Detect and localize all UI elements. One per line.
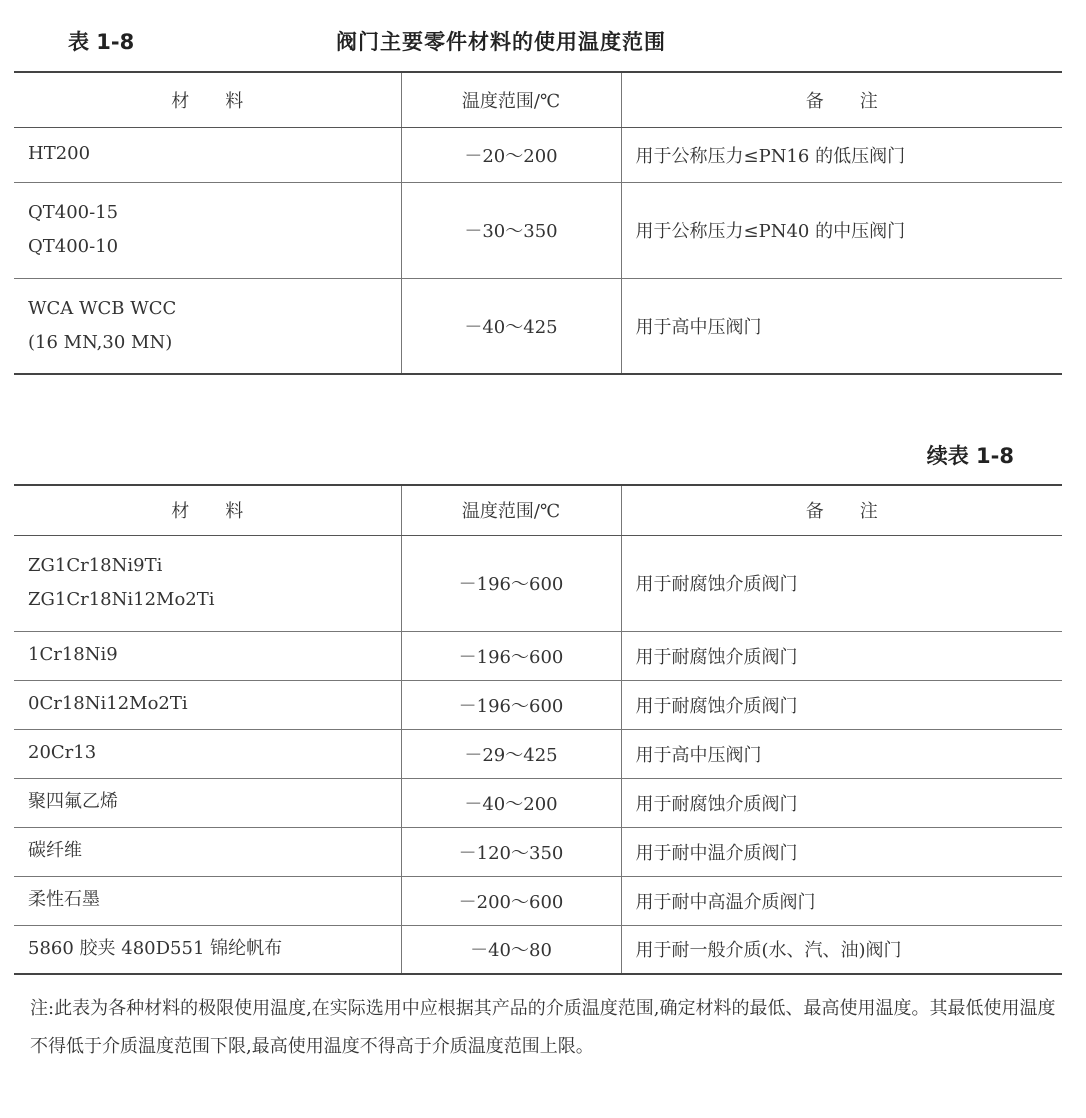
material-name: ZG1Cr18Ni9Ti xyxy=(28,554,163,576)
material-name: 聚四氟乙烯 xyxy=(28,791,118,813)
remarks-cell: 用于耐腐蚀介质阀门 xyxy=(621,631,1062,680)
header-remarks: 备 注 xyxy=(621,72,1062,127)
remarks-cell: 用于耐中温介质阀门 xyxy=(621,827,1062,876)
temperature-range-cell: －30～350 xyxy=(401,182,621,278)
material-cell xyxy=(14,925,401,974)
table-row xyxy=(14,182,1062,278)
material-name: 5860 胶夹 480D551 锦纶帆布 xyxy=(28,938,283,960)
material-name: HT200 xyxy=(28,143,91,165)
remarks-cell: 用于耐腐蚀介质阀门 xyxy=(621,535,1062,631)
table-row xyxy=(14,876,1062,925)
material-temperature-table xyxy=(14,71,1062,375)
table-row xyxy=(14,925,1062,974)
temperature-range-cell: －40～425 xyxy=(401,278,621,374)
material-name: 碳纤维 xyxy=(28,840,82,862)
material-cell xyxy=(14,827,401,876)
temperature-range-cell: －200～600 xyxy=(401,876,621,925)
remarks-cell: 用于耐中高温介质阀门 xyxy=(621,876,1062,925)
material-name: (16 MN,30 MN) xyxy=(28,331,173,353)
table-row xyxy=(14,729,1062,778)
header-remarks: 备 注 xyxy=(621,485,1062,535)
header-temperature-range: 温度范围/℃ xyxy=(401,72,621,127)
material-name: 1Cr18Ni9 xyxy=(28,644,118,666)
table-header-row xyxy=(14,72,1062,127)
remarks-cell: 用于高中压阀门 xyxy=(621,729,1062,778)
material-cell xyxy=(14,278,401,374)
material-cell xyxy=(14,127,401,182)
material-cell xyxy=(14,680,401,729)
table-title: 阀门主要零件材料的使用温度范围 xyxy=(336,30,666,54)
material-cell xyxy=(14,729,401,778)
table-footnote: 注:此表为各种材料的极限使用温度,在实际选用中应根据其产品的介质温度范围,确定材料的最低、最高使用温度。其最低使用温度不得低于介质温度范围下限,最高使用温度不得高于介质温度范围上限。 xyxy=(30,998,1056,1057)
table-label: 表 1-8 xyxy=(68,30,135,54)
material-cell xyxy=(14,778,401,827)
header-temperature-range: 温度范围/℃ xyxy=(401,485,621,535)
remarks-cell: 用于高中压阀门 xyxy=(621,278,1062,374)
material-name: 20Cr13 xyxy=(28,742,97,764)
remarks-cell: 用于耐一般介质(水、汽、油)阀门 xyxy=(621,925,1062,974)
temperature-range-cell: －40～200 xyxy=(401,778,621,827)
temperature-range-cell: －196～600 xyxy=(401,535,621,631)
material-name: 0Cr18Ni12Mo2Ti xyxy=(28,693,188,715)
remarks-cell: 用于耐腐蚀介质阀门 xyxy=(621,778,1062,827)
temperature-range-cell: －120～350 xyxy=(401,827,621,876)
material-cell xyxy=(14,876,401,925)
header-material: 材 料 xyxy=(14,72,401,127)
material-name: QT400-10 xyxy=(28,236,119,257)
table-header-row xyxy=(14,485,1062,535)
material-cell xyxy=(14,535,401,631)
temperature-range-cell: －196～600 xyxy=(401,680,621,729)
material-name: ZG1Cr18Ni12Mo2Ti xyxy=(28,589,215,610)
table-row xyxy=(14,631,1062,680)
material-cell xyxy=(14,631,401,680)
table-row xyxy=(14,827,1062,876)
material-name: 柔性石墨 xyxy=(28,889,100,911)
table-row xyxy=(14,127,1062,182)
temperature-range-cell: －40～80 xyxy=(401,925,621,974)
header-material: 材 料 xyxy=(14,485,401,535)
remarks-cell: 用于公称压力≤PN16 的低压阀门 xyxy=(621,127,1062,182)
continued-table-label: 续表 1-8 xyxy=(926,444,1014,468)
material-temperature-table-continued xyxy=(14,484,1062,975)
temperature-range-cell: －20～200 xyxy=(401,127,621,182)
table-row xyxy=(14,778,1062,827)
table-row xyxy=(14,278,1062,374)
remarks-cell: 用于耐腐蚀介质阀门 xyxy=(621,680,1062,729)
remarks-cell: 用于公称压力≤PN40 的中压阀门 xyxy=(621,182,1062,278)
table-row xyxy=(14,680,1062,729)
material-name: WCA WCB WCC xyxy=(28,297,177,319)
temperature-range-cell: －196～600 xyxy=(401,631,621,680)
temperature-range-cell: －29～425 xyxy=(401,729,621,778)
material-cell xyxy=(14,182,401,278)
table-row xyxy=(14,535,1062,631)
material-name: QT400-15 xyxy=(28,201,119,223)
